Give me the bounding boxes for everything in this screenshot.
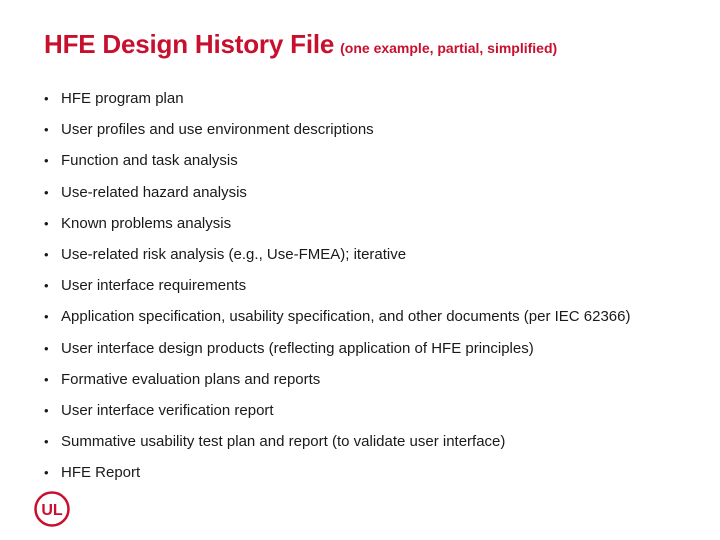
bullet-list bbox=[44, 83, 630, 488]
bullet-text: Summative usability test plan and report (to validate user interface) bbox=[61, 433, 506, 451]
bullet-text: User interface design products (reflecting application of HFE principles) bbox=[61, 339, 534, 357]
bullet-dot: • bbox=[44, 122, 49, 138]
bullet-item bbox=[44, 208, 630, 239]
bullet-text: Application specification, usability specification, and other documents (per IEC 62366) bbox=[61, 308, 631, 326]
bullet-item bbox=[44, 301, 630, 332]
bullet-dot: • bbox=[44, 247, 49, 263]
bullet-text: Use-related hazard analysis bbox=[61, 183, 247, 201]
bullet-dot: • bbox=[44, 278, 49, 294]
title-subtitle: (one example, partial, simplified) bbox=[340, 40, 558, 56]
bullet-dot: • bbox=[44, 340, 49, 356]
bullet-dot: • bbox=[44, 91, 49, 107]
title-main: HFE Design History File bbox=[44, 29, 335, 59]
ul-logo-icon bbox=[34, 491, 70, 527]
bullet-text: HFE program plan bbox=[61, 90, 184, 108]
bullet-item bbox=[44, 426, 630, 457]
bullet-text: Function and task analysis bbox=[61, 152, 238, 170]
bullet-dot: • bbox=[44, 153, 49, 169]
bullet-item bbox=[44, 395, 630, 426]
bullet-item bbox=[44, 177, 630, 208]
bullet-text: User interface verification report bbox=[61, 401, 274, 419]
bullet-item bbox=[44, 270, 630, 301]
bullet-text: Known problems analysis bbox=[61, 214, 232, 232]
bullet-dot: • bbox=[44, 215, 49, 231]
bullet-item bbox=[44, 457, 630, 488]
bullet-dot: • bbox=[44, 371, 49, 387]
bullet-text: Formative evaluation plans and reports bbox=[61, 370, 321, 388]
bullet-text: User interface requirements bbox=[61, 277, 247, 295]
bullet-text: HFE Report bbox=[61, 464, 141, 482]
bullet-item bbox=[44, 333, 630, 364]
bullet-dot: • bbox=[44, 309, 49, 325]
slide-title bbox=[44, 29, 557, 60]
bullet-text: User profiles and use environment descriptions bbox=[61, 121, 374, 139]
bullet-dot: • bbox=[44, 402, 49, 418]
bullet-text: Use-related risk analysis (e.g., Use-FMEA); iterative bbox=[61, 246, 407, 264]
bullet-item bbox=[44, 364, 630, 395]
bullet-dot: • bbox=[44, 434, 49, 450]
bullet-item bbox=[44, 145, 630, 176]
bullet-item bbox=[44, 239, 630, 270]
ul-logo-text: UL bbox=[41, 502, 63, 519]
bullet-item bbox=[44, 114, 630, 145]
bullet-item bbox=[44, 83, 630, 114]
bullet-dot: • bbox=[44, 465, 49, 481]
bullet-dot: • bbox=[44, 184, 49, 200]
